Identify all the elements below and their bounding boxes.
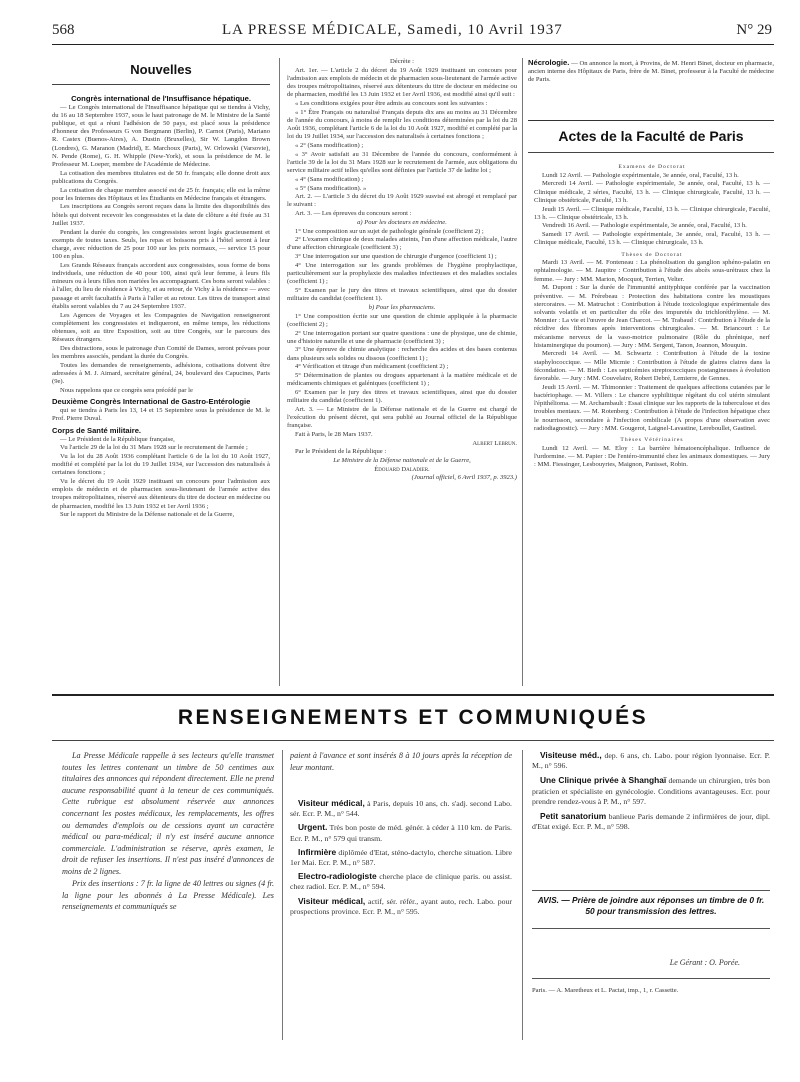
decree-line: 1° Une composition écrite sur une question de chimie appliquée à la pharmacie (coefficient 2) ; [287,312,517,328]
decree-line: « 1° Être Français ou naturalisé Français depuis dix ans au moins au 31 Décembre de l'année du concours, à moins de remplir les conditions déterminées par la loi du 28 Août 1936, complétant l'article 6 de la loi du 10 Août 1927, modifié et complété par la loi du 19 Juillet 1934, sur l'accession des naturalisés à certaines fonctions ; [287,108,517,141]
column-divider [522,58,523,686]
ad-title: Electro-radiologiste [298,871,377,882]
article-paragraph: La cotisation des membres titulaires est de 50 fr. français; elle donne droit aux publications du Congrès. [52,169,270,185]
ad-title: Infirmière [298,846,337,857]
decree-line: Décrète : [390,58,414,65]
article-paragraph: qui se tiendra à Paris les 13, 14 et 15 Septembre sous la présidence de M. le Prof. Pierre Duval. [52,406,270,422]
decree-column [287,58,517,686]
decree-line: « 3° Avoir satisfait au 31 Décembre de l'année du concours, conformément à l'article 39 de la loi du 31 Mars 1928 sur le recrutement de l'armée, aux obligations du service militaire actif telles qu'elles sont définies par l'article 37 de ladite loi ; [287,150,517,175]
section-subheading: Thèses de Doctorat [621,251,683,258]
thesis-entry: Mardi 13 Avril. — M. Fonteneau : La phénolisation du ganglion sphéno-palatin en ophtalmologie. — M. Jaupitre : Contribution à l'étude des abcès sous-urétraux chez la femme. — Jury : MM. Marion, Mocquot, Terrien, Velter. [534,259,770,283]
ad-text: à Paris, depuis 10 ans, ch. s'adj. second Labo. sér. Ecr. P. M., n° 544. [290,799,512,819]
section-rule [52,740,774,741]
issue-number: N° 29 [736,22,772,38]
decree-line: « 2° (Sans modification) ; [295,142,364,150]
decree-subheading: b) Pour les pharmaciens. [368,303,436,311]
journal-title: LA PRESSE MÉDICALE, Samedi, 10 Avril 1937 [222,22,563,38]
header-rule [52,44,774,45]
ad-title: Petit sanatorium [540,811,607,822]
ads-column [290,798,512,1042]
decree-line: 5° Détermination de plantes ou drogues appartenant à la matière médicale et de médicaments chimiques et galéniques (coefficient 1) ; [287,372,517,388]
article-paragraph: Vu le décret du 19 Août 1929 instituant un concours pour l'admission aux emplois de médecin et de pharmacien sous-lieutenant de l'armée active des troupes métropolitaines, réservé aux détenteurs du titre de docteur en médecine ou de pharmacien, modifié les 13 Juin 1932 et 1er Avril 1936 ; [52,478,270,510]
faculte-rule [528,152,774,153]
article-paragraph: Sur le rapport du Ministre de la Défense nationale et de la Guerre, [60,511,235,519]
decree-date: Fait à Paris, le 28 Mars 1937. [295,430,373,438]
decree-line: Le Ministre de la Défense nationale et de la Guerre, [333,457,471,465]
thesis-entry: Jeudi 15 Avril. — M. Thimonnier : Traitement de quelques affections cutanées par le bactériophage. — M. Villers : Le chancre syphilitique régétant du col utérin simulant l'épithélioma. — M. Archambault : Essai clinique sur les rapports de la tuberculose et des troubles mentaux. — M. Rotenberg : Contribution à l'étude de l'infection hépatique chez le nourrisson, secondaire à l'infection ombilicale (A propos d'une observation avec radiodiagnostic). — Jury : MM. Gougerot, Laignel-Lavastine, Lereboullet, Gastinel. [534,383,770,432]
thesis-entry: Lundi 12 Avril. — M. Eloy : La barrière hématoencéphalique. Influence de l'urdormine. — M. Papier : De l'entéro-immunité chez les animaux domestiques. — Jury : MM. Fiessinger, Lesbouyries, Maignon, Panisset, Robin. [534,444,770,469]
decree-line: 2° L'examen clinique de deux malades atteints, l'un d'une affection médicale, l'autre d'une affection chirurgicale (coefficient 3) ; [287,236,517,252]
section-subheading: Thèses Vétérinaires [620,437,684,443]
ad-text: cherche place de clinique paris. ou assist. chez radiol. Ecr. P. M., n° 594. [290,872,512,892]
decree-line: « 4° (Sans modification) ; [295,175,364,183]
nouvelles-rule [52,84,270,85]
necrologie-heading: Nécrologie. [528,58,570,67]
column-divider [279,58,280,686]
decree-signature: Édouard Daladier. [374,465,430,473]
ad-title: Visiteur médical, [298,895,366,906]
notice-continuation [290,750,512,790]
ad-text: demande un chirurgien, très bon praticien et spécialiste en gynécologie. Conditions avantageuses. Ecr. pour prendre rendez-vous à P. M., n° 597. [532,776,770,806]
notice-paragraph: La Presse Médicale rappelle à ses lecteurs qu'elle transmet toutes les lettres contenant un timbre de 50 centimes aux titulaires des annonces qui répondent directement. Elle ne prend aucune responsabilité quant à la teneur de ces communiqués. Cette rubrique est absolument réservée aux annonces concernant les postes médicaux, les remplacements, les offres ou demandes d'emplois ou de cessions ayant un caractère médical ou para-médical; il n'y est inséré aucune annonce commerciale. L'administration se réserve, après examen, le droit de refuser les insertions. Il n'est pas inséré d'annonces de moins de 2 lignes. [62,751,274,876]
decree-line: Art. 1er. — L'article 2 du décret du 19 Août 1929 instituant un concours pour l'admission aux emplois de médecin et de pharmacien sous-lieutenant de l'armée active des troupes métropolitaines, réservé aux détenteurs du titre de docteur en médecine ou de pharmacien, modifié les 13 Juin 1932 et 1er Avril 1936, est modifié ainsi qu'il suit : [287,66,517,99]
exam-entry: Mercredi 14 Avril. — Pathologie expérimentale, 3e année, oral, Faculté, 13 h. — Clinique médicale, 2 séries, Faculté, 13 h. — Clinique chirurgicale, Faculté, 13 h. — Clinique obstétricale, Faculté, 13 h. [534,180,770,204]
avis-rule [532,890,770,891]
article-paragraph: Vu l'article 29 de la loi du 31 Mars 1928 sur le recrutement de l'armée ; [60,444,248,452]
gastro-congress-heading: Deuxième Congrès International de Gastro-Entérologie [52,397,251,407]
nouvelles-column [52,92,270,686]
article-paragraph: Des distractions, sous le patronage d'un Comité de Dames, seront prévues pour les membres associés, pendant la durée du Congrès. [52,344,270,361]
article-paragraph: Pendant la durée du congrès, les congressistes seront logés gracieusement et exempts de toutes taxes. Seuls, les repas et boissons pris à l'hôtel seront à leur charge, avec réduction de 25 pour 100 sur les prix normaux, — service 15 pour 100 en plus. [52,228,270,261]
ad-text: Très bon poste de méd. génér. à céder à 110 km. de Paris. Ecr. P. M., n° 579 qui transm. [290,823,512,843]
ad-text: dep. 6 ans, ch. Labo. pour région lyonnaise. Ecr. P. M., n° 596. [532,751,770,771]
exam-entry: Jeudi 15 Avril. — Clinique médicale, Faculté, 13 h. — Clinique chirurgicale, Faculté, 13 h. — Clinique obstétricale, 13 h. [534,205,770,221]
decree-line: Art. 3. — Le Ministre de la Défense nationale et de la Guerre est chargé de l'exécution du présent décret, qui sera publié au Journal officiel de la République française. [287,405,517,430]
faculte-column [534,160,770,686]
ad-title: Urgent. [298,822,328,833]
ad-text: diplômée d'Etat, sténo-dactylo, cherche situation. Libre 1er Mai. Ecr. P. M., n° 587. [290,847,512,868]
article-paragraph: Toutes les demandes de renseignements, adhésions, cotisations doivent être adressées à M. J. Aimard, secrétaire général, 24, boulevard des Capucines, Paris (9e). [52,361,270,386]
printer-rule [532,978,770,979]
article-paragraph: Les inscriptions au Congrès seront reçues dans la limite des disponibilités des hôtels qui doivent recevoir les congressistes et la date de clôture a été fixée au 31 Juillet 1937. [52,203,270,227]
decree-line: « 5° (Sans modification). » [295,184,367,192]
notice-paragraph: paient à l'avance et sont insérés 8 à 10 jours après la réception de leur montant. [290,751,512,772]
article-paragraph: Les Grands Réseaux français accordent aux congressistes, sous forme de bons individuels, une réduction de 40 pour 100, ainsi qu'à leur femme, à leurs fils mineurs ou à leurs filles non mariées les accompagnant. Ces bons seront valables : à l'aller, du lieu de résidence à Vichy, et au retour, de Vichy à la résidence — avec passage et arrêt facultatifs à Paris à l'aller et au retour. Les titres de transport ainsi établis seront valables du 7 au 24 Septembre 1937. [52,261,270,310]
nouvelles-heading: Nouvelles [130,62,192,77]
ads-column-right [532,750,770,886]
decree-line: 4° Une interrogation sur les grands problèmes de l'hygiène prophylactique, particulièrement sur la prophylaxie des maladies infectieuses et des maladies sociales (coefficient 1) ; [287,261,517,286]
decree-source: (Journal officiel, 6 Avril 1937, p. 3923.) [411,474,517,482]
article-paragraph: — Le Congrès international de l'Insuffisance hépatique qui se tiendra à Vichy, du 16 au 18 Septembre 1937, sous le haut patronage de M. le Ministre de la Santé publique, et qui a réuni l'adhésion de 50 pays, est placé sous la présidence d'honneur des Professeurs G von Bergmann (Berlin), P. Carnot (Paris), Mariano R. Castex (Buenos-Aires), A. Dustin (Bruxelles), Sir W. Langdon Brown (Londres), G. Maranon (Madrid), E. Marchoux (Paris), W. Orlowski (Varsovie), N. Pende (Rome), G. H. Whipple (New-York), et sous la présidence de M. le Professeur M. Loeper, membre de l'Académie de Médecine. [52,103,270,168]
article-paragraph: La cotisation de chaque membre associé est de 25 fr. français; elle est la même pour les Internes des Hôpitaux et les Étudiants en Médecine français et étrangers. [52,186,270,202]
notice-paragraph: Prix des insertions : 7 fr. la ligne de 40 lettres ou signes (4 fr. la ligne pour les abonnés à La Presse Médicale). Les renseignements et communiqués se [62,879,274,912]
decree-line: 4° Vérification et titrage d'un médicament (coefficient 2) ; [295,363,449,371]
congress-heading: Congrès international de l'Insuffisance hépatique. [71,94,251,103]
gerant-line: Le Gérant : O. Porée. [669,958,740,967]
ad-title: Visiteur médical, [298,798,365,808]
exam-entry: Samedi 17 Avril. — Pathologie expérimentale, 3e année, oral, Faculté, 13 h. — Clinique médicale, Faculté, 13 h. — Clinique chirurgicale, 13 h. [534,231,770,247]
article-paragraph: Nous rappelons que ce congrès sera précédé par le [60,386,193,394]
necrologie-text: — On annonce la mort, à Provins, de M. Henri Binet, docteur en pharmacie, ancien interne des Hôpitaux de Paris, frère de M. Binet, professeur à la Faculté de médecine de Paris. [528,60,774,84]
article-paragraph: — Le Président de la République française, [60,435,175,443]
column-divider [522,750,523,1040]
decree-line: 1° Une composition sur un sujet de pathologie générale (coefficient 2) ; [295,227,484,235]
decree-line: « Les conditions exigées pour être admis au concours sont les suivantes : [295,100,488,108]
decree-line: 5° Examen par le jury des titres et travaux scientifiques, ainsi que du dossier militaire du candidat (coefficient 1). [287,286,517,303]
page-header [52,22,772,44]
exam-entry: Vendredi 16 Avril. — Pathologie expérimentale, 3e année, oral, Faculté, 13 h. [542,222,747,230]
avis-rule [532,928,770,929]
decree-line: Art. 3. — Les épreuves du concours seront : [295,210,412,218]
decree-line: 6° Examen par le jury des titres et travaux scientifiques, ainsi que du dossier militaire du candidat (coefficient 1). [287,388,517,405]
notice-column [62,750,274,1040]
section-rule [52,694,774,696]
decree-line: Art. 2. — L'article 3 du décret du 19 Août 1929 susvisé est abrogé et remplacé par le suivant : [287,193,517,209]
decree-signature: Albert Lebrun. [472,439,517,447]
renseignements-heading: RENSEIGNEMENTS ET COMMUNIQUÉS [177,706,649,729]
printer-line: Paris. — A. Maretheux et L. Pactat, imp., 1, r. Cassette. [532,987,679,994]
thesis-entry: M. Dupont : Sur la durée de l'immunité antityphique conférée par la vaccination préventive. — M. Frérebeau : Protection des habitations contre les moustiques stercoraires. — M. Matruchot : Contribution à l'étude toxicologique expérimentale des solvants volatils et en particulier du rôle des impuretés du trichloréthylène. — M. Monnier : La vie et l'œuvre de Jean Charcot. — M. Trabaud : Contribution à l'étude de la récidive des fibromes après interventions chirurgicales. — M. Briancourt : Le mécanisme nerveux de la vaso-motrice pulmonaire (Rôle du phrénique, nerf histaminergique du poumon). — Jury : MM. Sergent, Tanon, Joannon, Mouquin. [534,284,770,349]
ad-text: banlieue Paris demande 2 infirmières de jour, dipl. d'Etat exigé. Ecr. P. M., n° 598. [532,812,770,832]
faculte-heading: Actes de la Faculté de Paris [558,128,744,144]
article-paragraph: Vu la loi du 28 Août 1936 complétant l'article 6 de la loi du 10 Août 1927, modifié et complété par la loi du 19 Juillet 1934, sur l'accession des naturalisés à certaines fonctions ; [52,452,270,477]
decree-line: Par le Président de la République : [295,448,387,456]
necrologie-block [528,58,774,114]
decree-subheading: a) Pour les docteurs en médecine. [357,218,447,226]
ad-text: actif, sér. référ., ayant auto, rech. Labo. pour prospections province. Ecr. P. M., n° 595. [290,896,512,916]
article-paragraph: Les Agences de Voyages et les Compagnies de Navigation renseigneront complètement les congressistes et indiqueront, en même temps, les réductions obtenues, soit au titre Exposition, soit au titre Congrès, sur le parcours des Réseaux étrangers. [52,311,270,344]
page-number: 568 [52,22,75,38]
column-divider [282,750,283,1040]
corps-sante-heading: Corps de Santé militaire. [52,426,142,436]
ad-title: Visiteuse méd., [540,750,602,760]
section-subheading: Examens de Doctorat [618,164,686,170]
decree-line: 2° Une interrogation portant sur quatre questions : une de physique, une de chimie, une d'histoire naturelle et une de pharmacie (coefficient 3) ; [287,329,517,345]
decree-line: 3° Une interrogation sur une question de chirurgie d'urgence (coefficient 1) ; [295,253,497,261]
exam-entry: Lundi 12 Avril. — Pathologie expérimentale, 3e année, oral, Faculté, 13 h. [542,171,739,179]
decree-line: 3° Une épreuve de chimie analytique : recherche des acides et des bases contenus dans plusieurs sels solides ou dissous (coefficient 1) ; [287,346,517,362]
thesis-entry: Mercredi 14 Avril. — M. Schwartz : Contribution à l'étude de la toxine staphylococcique. — Mlle Micmie : Contribution à l'étude de glaires claires dans la fécondation. — M. Bieth : Les septicémies streptococciques postangineuses à évolution favorable. — Jury : MM. Couvelaire, Robert Debré, Lemierre, de Gennes. [534,350,770,383]
avis-notice: AVIS. — Prière de joindre aux réponses un timbre de 0 fr. 50 pour transmission des lettres. [537,895,765,916]
ad-title: Une Clinique privée à Shanghaï [540,775,667,786]
